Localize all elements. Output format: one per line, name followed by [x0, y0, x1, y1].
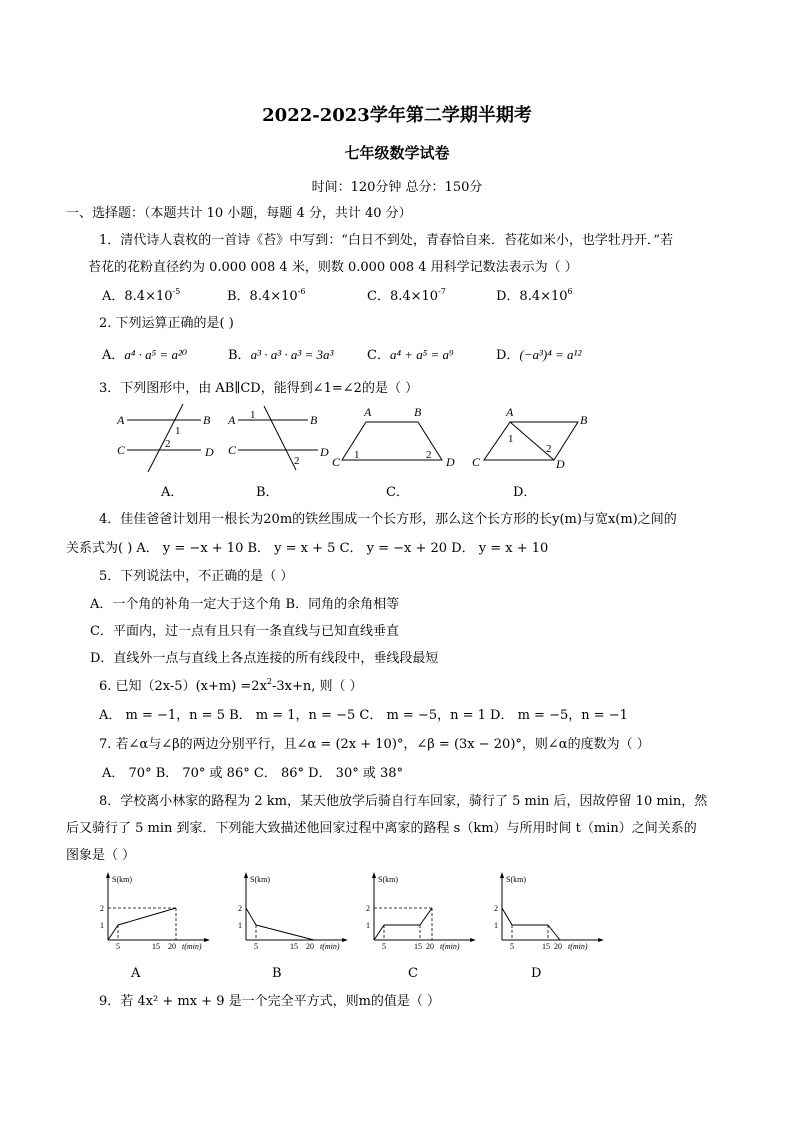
q8-b-tick-1: 1	[238, 921, 242, 930]
q1-line2: 苔花的花粉直径约为 0.000 008 4 米，则数 0.000 008 4 用科学记数法表示为（ ）	[88, 260, 578, 275]
section-title: 一、选择题：（本题共计 10 小题，每题 4 分，共计 40 分）	[66, 206, 412, 221]
q8-c-tick-2: 2	[366, 904, 370, 913]
q8-line1: 8．学校离小林家的路程为 2 km，某天他放学后骑自行车回家，骑行了 5 min 后，因故停留 10 min，然	[99, 794, 708, 809]
q8-c-axis-s: S(km)	[378, 875, 398, 884]
q8-c-tick-20: 20	[426, 942, 434, 951]
svg-text:A: A	[506, 405, 514, 419]
q8-c-axis-t: t(min)	[440, 942, 460, 951]
svg-text:A: A	[117, 413, 125, 427]
q8-a-axis-t: t(min)	[182, 942, 202, 951]
q1-option-a: A．$8.4\times 10^{-5}$	[102, 287, 181, 304]
q3-figure-b	[224, 404, 329, 474]
svg-text:D: D	[205, 445, 214, 459]
q8-b-axis-s: S(km)	[250, 875, 270, 884]
q9-stem: 9．若 4x² + mx + 9 是一个完全平方式，则m的值是（ ）	[99, 994, 441, 1009]
q8-b-tick-15: 15	[290, 942, 298, 951]
svg-text:A: A	[364, 405, 372, 419]
q8-a-tick-15: 15	[152, 942, 160, 951]
q1-option-c: C．$8.4\times 10^{-7}$	[367, 287, 446, 304]
q8-caption-b: B	[272, 966, 282, 981]
q2-option-c: C．a⁴ + a⁵ = a⁹	[367, 347, 454, 363]
svg-text:B: B	[203, 413, 211, 427]
q6-options: A． m = −1，n = 5 B． m = 1，n = −5 C． m = −5，n = 1 D． m = −5，n = −1	[99, 708, 628, 723]
q8-d-axis-t: t(min)	[568, 942, 588, 951]
q8-graph-d	[488, 870, 608, 952]
q2-option-d: D．(−a³)⁴ = a¹²	[496, 347, 582, 363]
q4-line2: 关系式为( ) A． y = −x + 10 B． y = x + 5 C． y = −x + 20 D． y = x + 10	[66, 541, 549, 556]
svg-text:A: A	[228, 413, 236, 427]
q8-b-axis-t: t(min)	[320, 942, 340, 951]
svg-text:2: 2	[165, 438, 171, 450]
q3-caption-c: C．	[386, 485, 409, 500]
q6-stem: 6. 已知$(2x-5)(x+m) =2x^2-3x+n$, 则（ ）	[99, 677, 363, 694]
q8-caption-d: D	[531, 966, 542, 981]
q3-caption-b: B．	[256, 485, 279, 500]
svg-text:C: C	[228, 443, 237, 457]
exam-meta: 时间：120分钟 总分：150分	[311, 180, 483, 195]
q8-caption-c: C	[408, 966, 418, 981]
svg-text:2: 2	[546, 443, 552, 455]
svg-text:B: B	[310, 413, 318, 427]
q2-stem: 2. 下列运算正确的是( )	[99, 316, 234, 331]
q8-a-tick-20: 20	[168, 942, 176, 951]
q3-stem: 3．下列图形中，由 AB∥CD，能得到∠1=∠2的是（ ）	[99, 381, 419, 396]
q5-option-c: C．平面内，过一点有且只有一条直线与已知直线垂直	[90, 624, 399, 639]
q8-a-tick-1: 1	[100, 921, 104, 930]
q8-a-tick-2: 2	[100, 904, 104, 913]
q8-d-tick-15: 15	[542, 942, 550, 951]
q1-option-d: D．$8.4\times 10^6$	[496, 287, 573, 304]
svg-text:1: 1	[354, 449, 360, 461]
q5-options-ab: A．一个角的补角一定大于这个角 B．同角的余角相等	[90, 597, 400, 612]
q8-graph-a	[94, 870, 214, 952]
svg-text:D: D	[556, 457, 565, 471]
q8-b-tick-20: 20	[306, 942, 314, 951]
svg-text:C: C	[117, 443, 126, 457]
svg-text:2: 2	[426, 449, 432, 461]
q8-graph-c	[360, 870, 480, 952]
exam-title: 2022-2023学年第二学期半期考	[262, 105, 532, 126]
q7-options: A． 70° B． 70° 或 86° C． 86° D． 30° 或 38°	[102, 766, 404, 781]
svg-text:D: D	[446, 455, 455, 469]
svg-text:2: 2	[294, 455, 300, 467]
q1-line1: 1．清代诗人袁枚的一首诗《苔》中写到：“白日不到处，青春恰自来．苔花如米小，也学牡丹开．”若	[99, 233, 674, 248]
svg-text:B: B	[580, 413, 588, 427]
svg-text:1: 1	[508, 433, 514, 445]
q3-caption-a: A．	[161, 485, 184, 500]
svg-text:B: B	[414, 405, 422, 419]
svg-text:C: C	[332, 455, 341, 469]
q4-line1: 4．佳佳爸爸计划用一根长为20m的铁丝围成一个长方形，那么这个长方形的长y(m)与宽x(m)之间的	[99, 512, 677, 527]
q8-b-tick-5: 5	[254, 942, 258, 951]
q8-b-tick-2: 2	[238, 904, 242, 913]
q8-d-axis-s: S(km)	[506, 875, 526, 884]
q8-line2: 后又骑行了 5 min 到家．下列能大致描述他回家过程中离家的路程 s（km）与所用时间 t（min）之间关系的	[66, 821, 697, 836]
q8-d-tick-2: 2	[494, 904, 498, 913]
q8-c-tick-15: 15	[414, 942, 422, 951]
svg-text:C: C	[472, 455, 481, 469]
q1-option-b: B．$8.4\times 10^{-6}$	[227, 287, 306, 304]
q2-option-a: A．a⁴ · a⁵ = a²⁰	[102, 347, 188, 363]
q8-c-tick-1: 1	[366, 921, 370, 930]
q8-d-tick-20: 20	[554, 942, 562, 951]
q8-graph-b	[232, 870, 352, 952]
q8-d-tick-1: 1	[494, 921, 498, 930]
q3-figure-c	[330, 404, 460, 474]
exam-subtitle: 七年级数学试卷	[344, 144, 450, 162]
q5-option-d: D．直线外一点与直线上各点连接的所有线段中，垂线段最短	[90, 651, 439, 666]
q7-stem: 7. 若∠α与∠β的两边分别平行，且∠α = (2x + 10)°，∠β = (3x − 20)°，则∠α的度数为（ ）	[99, 737, 650, 752]
q8-c-tick-5: 5	[382, 942, 386, 951]
svg-text:1: 1	[250, 409, 256, 421]
q2-option-b: B．a³ · a³ · a³ = 3a³	[228, 347, 334, 363]
q3-figure-a	[113, 404, 218, 474]
q3-caption-d: D．	[513, 485, 537, 500]
q8-caption-a: A	[131, 966, 141, 981]
q8-line3: 图象是（ ）	[66, 848, 136, 863]
svg-text:D: D	[320, 445, 329, 459]
svg-text:1: 1	[175, 425, 181, 437]
q8-a-axis-s: S(km)	[112, 875, 132, 884]
q5-stem: 5．下列说法中，不正确的是（ ）	[99, 569, 294, 584]
q8-d-tick-5: 5	[510, 942, 514, 951]
q8-a-tick-5: 5	[116, 942, 120, 951]
q3-figure-d	[470, 404, 590, 474]
